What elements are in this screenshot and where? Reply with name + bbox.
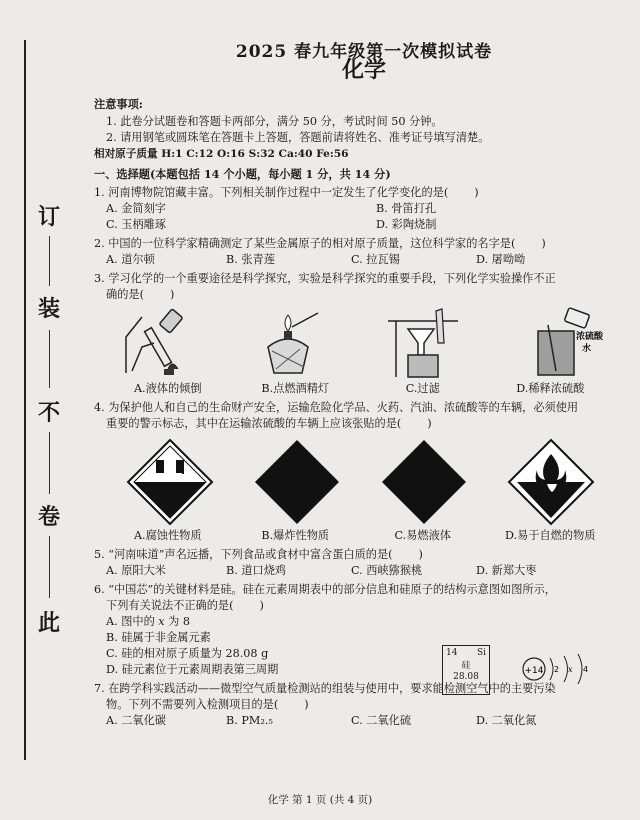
shell-2-electrons: 𝑥 (568, 665, 573, 674)
si-atom-structure-diagram (520, 652, 600, 686)
answer-paren: ) (169, 288, 175, 301)
question-stem: 6. “中国芯”的关键材料是硅。硅在元素周期表中的部分信息和硅原子的结构示意图如图所示， (94, 583, 556, 596)
margin-char-juan: 卷 (37, 504, 60, 530)
nucleus-charge: +14 (524, 666, 544, 676)
option-c: C. 二氧化硫 (351, 714, 412, 727)
notice-item: 2. 请用钢笔或圆珠笔在答题卡上答题，答题前请将姓名、准考证号填写清楚。 (106, 131, 490, 144)
answer-paren: ) (259, 599, 264, 612)
notice-heading: 注意事项: (94, 97, 143, 111)
answer-paren: ) (541, 237, 546, 250)
dilute-acid-figure (518, 307, 608, 379)
margin-char-zhuang: 装 (37, 296, 60, 322)
lab-figures (108, 307, 608, 379)
option-c: C. 西峡猕猴桃 (351, 564, 423, 577)
option-d: D. 屠呦呦 (476, 253, 526, 266)
option-a: A. 原阳大米 (106, 564, 166, 577)
alcohol-lamp-figure (248, 307, 328, 379)
option-a: A. 道尔顿 (106, 253, 155, 266)
binder-dash (49, 536, 50, 598)
exam-subject: 化学 (341, 57, 386, 83)
water-label: 水 (582, 344, 592, 354)
option-b: B.爆炸性物质 (261, 529, 330, 542)
option-d: D.稀释浓硫酸 (516, 382, 585, 395)
option-a: A. 二氧化碳 (106, 714, 166, 727)
option-d: D. 新郑大枣 (476, 564, 537, 577)
option-a: A.液体的倾倒 (133, 382, 202, 395)
binder-dash (49, 330, 50, 388)
option-a: A. 金简刻字 (106, 202, 166, 215)
option-d: D. 二氧化氮 (476, 714, 537, 727)
question-stem-cont: 确的是( (106, 288, 144, 301)
margin-char-bu: 不 (37, 400, 60, 426)
question-5-options (94, 563, 614, 579)
page-footer: 化学 第 1 页 (共 4 页) (267, 794, 373, 806)
question-stem: 1. 河南博物院馆藏丰富。下列相关制作过程中一定发生了化学变化的是( (94, 186, 449, 199)
option-c: C.易燃液体 (394, 529, 451, 542)
option-b: B. 道口烧鸡 (226, 564, 287, 577)
atomic-mass: 28.08 (453, 672, 479, 682)
question-2-options (94, 252, 614, 268)
answer-paren: ) (418, 548, 423, 561)
margin-char-ding: 订 (37, 204, 60, 230)
question-5 (94, 547, 614, 563)
question-3 (94, 271, 614, 303)
atomic-number: 14 (446, 648, 458, 658)
flammable-liquid-sign-icon (380, 438, 468, 526)
question-2 (94, 236, 614, 252)
option-c: C. 拉瓦锡 (351, 253, 400, 266)
question-6 (94, 582, 614, 614)
option-d: D. 彩陶烧制 (376, 218, 437, 231)
option-b: B. PM₂.₅ (226, 714, 273, 727)
corrosive-sign-icon (126, 438, 214, 526)
option-b: B. 硅属于非金属元素 (106, 631, 211, 644)
spontaneous-combustion-sign-icon (507, 438, 595, 526)
option-d: D. 硅元素位于元素周期表第三周期 (106, 663, 279, 676)
question-stem: 2. 中国的一位科学家精确测定了某些金属原子的相对原子质量，这位科学家的名字是( (94, 237, 516, 250)
question-3-options (104, 381, 614, 397)
warning-signs (106, 438, 614, 526)
answer-paren: ) (427, 417, 432, 430)
conc-sulfuric-acid-label: 浓硫酸 (576, 332, 604, 342)
section-heading: 一、选择题(本题包括 14 个小题，每小题 1 分，共 14 分) (94, 167, 391, 181)
pouring-liquid-figure (108, 307, 198, 379)
question-stem: 4. 为保护他人和自己的生命财产安全，运输危险化学品、火药、汽油、浓硫酸等的车辆，必须使用 (94, 401, 579, 414)
option-c: C.过滤 (405, 382, 440, 395)
explosive-sign-icon (253, 438, 341, 526)
filtration-figure (378, 307, 468, 379)
option-c: C. 玉柄雕琢 (106, 218, 167, 231)
question-stem-cont: 重要的警示标志，其中在运输浓硫酸的车辆上应该张贴的是( (106, 417, 402, 430)
question-4 (94, 400, 614, 432)
option-a: A.腐蚀性物质 (133, 529, 202, 542)
question-stem: 5. “河南味道”声名远播，下列食品或食材中富含蛋白质的是( (94, 548, 393, 561)
exam-title: 2025 春九年级第一次模拟试卷 (235, 42, 493, 62)
question-stem: 7. 在跨学科实践活动——微型空气质量检测站的组装与使用中，要求能检测空气中的主要污染 (94, 682, 556, 695)
option-b: B.点燃酒精灯 (261, 382, 330, 395)
margin-char-ci: 此 (37, 610, 60, 636)
option-d: D.易于自燃的物质 (505, 529, 596, 542)
option-a: A. 图中的 𝑥 为 8 (106, 615, 191, 628)
option-b: B. 张青莲 (226, 253, 275, 266)
binder-dash (49, 432, 50, 494)
answer-paren: ) (474, 186, 479, 199)
element-name: 硅 (461, 661, 471, 671)
option-c: C. 硅的相对原子质量为 28.08 g (106, 647, 269, 660)
question-1-options (94, 201, 614, 233)
question-4-options (104, 528, 614, 544)
shell-3-electrons: 4 (583, 665, 589, 674)
binder-dash (49, 236, 50, 286)
element-tile-si (442, 645, 490, 695)
question-stem-cont: 下列有关说法不正确的是( (106, 599, 234, 612)
question-stem: 3. 学习化学的一个重要途径是科学探究，实验是科学探究的重要手段，下列化学实验操作不正 (94, 272, 556, 285)
margin-border-line (24, 40, 26, 760)
option-b: B. 骨笛打孔 (376, 202, 437, 215)
question-1 (94, 185, 614, 201)
shell-1-electrons: 2 (554, 665, 560, 674)
element-symbol: Si (476, 648, 486, 658)
question-7-options (94, 713, 614, 729)
question-stem-cont: 物。下列不需要列入检测项目的是( (106, 698, 279, 711)
atomic-masses: 相对原子质量 H:1 C:12 O:16 S:32 Ca:40 Fe:56 (94, 148, 349, 160)
exam-content (94, 40, 614, 729)
notice-item: 1. 此卷分试题卷和答题卡两部分，满分 50 分，考试时间 50 分钟。 (106, 115, 443, 128)
answer-paren: ) (304, 698, 309, 711)
